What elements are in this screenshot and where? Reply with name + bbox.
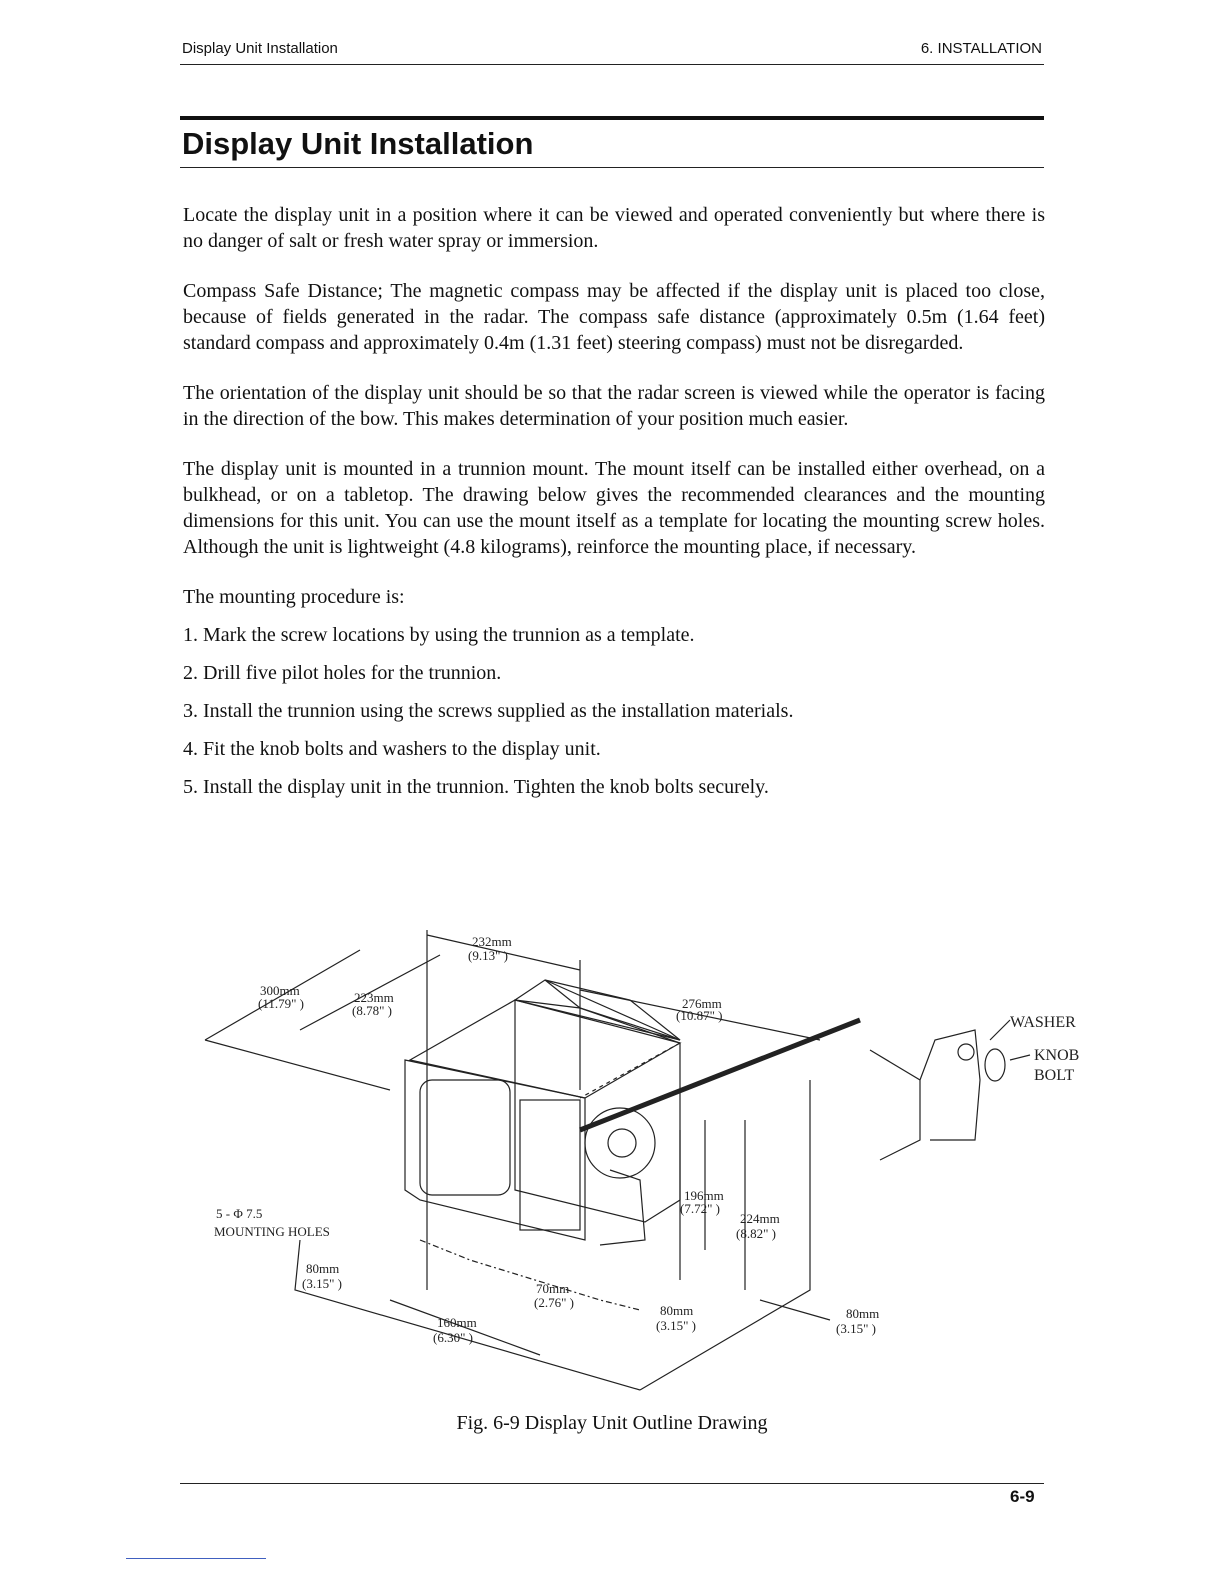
display-unit-body [405,980,860,1245]
procedure-intro: The mounting procedure is: [183,586,405,608]
step: 1. Mark the screw locations by using the trunnion as a template. [183,624,695,646]
step: 3. Install the trunnion using the screws supplied as the installation materials. [183,700,794,722]
page-number: 6-9 [1010,1487,1035,1506]
paragraph: Locate the display unit in a position where it can be viewed and operated conveniently but where there is no danger of salt or fresh water spray or immersion. [183,204,1045,252]
dim-300-in: (11.79" ) [258,996,304,1011]
section-title: Display Unit Installation [182,126,534,161]
washer-label: WASHER [1010,1014,1076,1031]
dim-160-in: (6.30" ) [433,1330,473,1345]
dim-80a: 80mm [306,1261,340,1276]
dim-224-in: (8.82" ) [736,1226,776,1241]
dim-223: 223mm [354,990,394,1005]
dim-196: 196mm [684,1188,724,1203]
paragraph: The orientation of the display unit should be so that the radar screen is viewed while the operator is facing in the direction of the bow. This makes determination of your position much easier. [183,382,1045,430]
dim-70-in: (2.76" ) [534,1295,574,1310]
dim-80c: 80mm [846,1306,880,1321]
dim-196-in: (7.72" ) [680,1201,720,1216]
dim-224: 224mm [740,1211,780,1226]
header-left: Display Unit Installation [182,40,338,57]
dim-232: 232mm [472,934,512,949]
bolt-label: BOLT [1034,1067,1075,1084]
dim-160: 160mm [437,1315,477,1330]
footer-rule [180,1483,1044,1484]
scan-artifact-line [126,1558,266,1559]
dim-70: 70mm [536,1281,570,1296]
mounting-surface [295,1080,810,1390]
step: 5. Install the display unit in the trunnion. Tighten the knob bolts securely. [183,776,769,798]
dim-300: 300mm [260,983,300,998]
holes-count: 5 - Φ 7.5 [216,1206,263,1221]
dim-276-in: (10.87" ) [676,1008,723,1023]
step: 4. Fit the knob bolts and washers to the display unit. [183,738,601,760]
knob-label: KNOB [1034,1047,1080,1064]
dim-223-in: (8.78" ) [352,1003,392,1018]
knob-bolt-detail [870,1020,1030,1160]
paragraph: Compass Safe Distance; The magnetic compass may be affected if the display unit is placed too close, because of fields generated in the radar. The compass safe distance (approximately 0.5m (1.64 feet) standard compass and approximately 0.4m (1.31 feet) steering compass) must not be disregarded. [183,280,1045,354]
dim-80b-in: (3.15" ) [656,1318,696,1333]
dim-232-in: (9.13" ) [468,948,508,963]
paragraph: The display unit is mounted in a trunnion mount. The mount itself can be installed either overhead, on a bulkhead, or on a tabletop. The drawing below gives the recommended clearances and the mounting dimensions for this unit. You can use the mount itself as a template for locating the mounting screw holes. Although the unit is lightweight (4.8 kilograms), reinforce the mounting place, if necessary. [183,458,1045,558]
dim-276: 276mm [682,996,722,1011]
dim-80a-in: (3.15" ) [302,1276,342,1291]
holes-label: MOUNTING HOLES [214,1224,330,1239]
dim-80b: 80mm [660,1303,694,1318]
dim-80c-in: (3.15" ) [836,1321,876,1336]
step: 2. Drill five pilot holes for the trunnion. [183,662,502,684]
header-right: 6. INSTALLATION [920,40,1042,57]
figure-caption: Fig. 6-9 Display Unit Outline Drawing [456,1412,768,1434]
